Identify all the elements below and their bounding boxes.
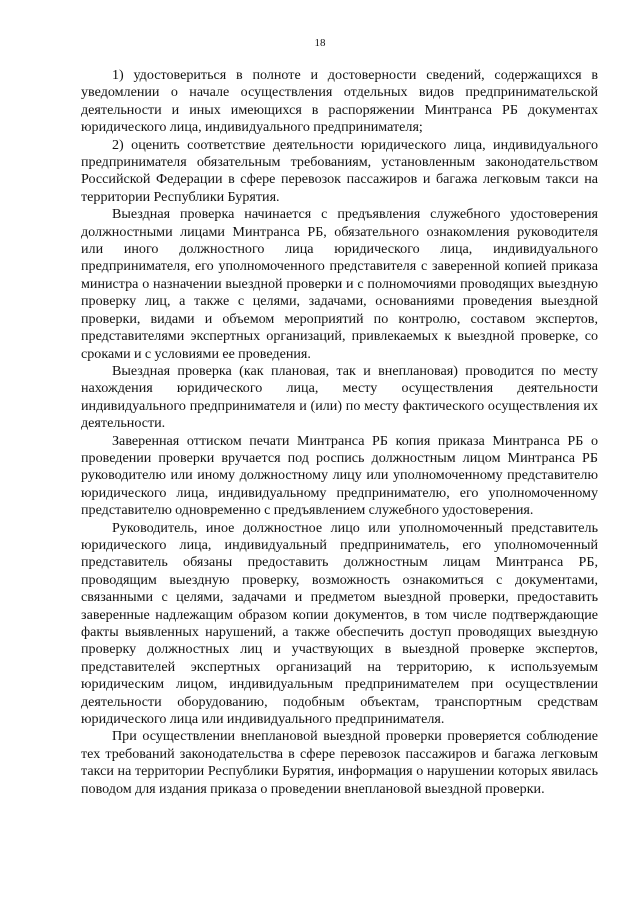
paragraph-inspection-location: Выездная проверка (как плановая, так и внеплановая) проводится по месту нахождения юридического лица, месту осуществления деятельности индивидуального предпринимателя и (или) по месту фактического осуществления их деятельности. [81,362,598,432]
document-body [81,67,598,798]
paragraph-order-copy-delivery: Заверенная оттиском печати Минтранса РБ копия приказа Минтранса РБ о проведении проверки вручается под роспись должностным лицом Минтранса РБ руководителю или иному должностному лицу или уполномоченному представителю юридического лица, индивидуальному предпринимателю, его уполномоченному представителю одновременно с предъявлением служебного удостоверения. [81,432,598,519]
paragraph-item-1: 1) удостовериться в полноте и достоверности сведений, содержащихся в уведомлении о начале осуществления отдельных видов предпринимательской деятельности и иных имеющихся в распоряжении Минтранса РБ документах юридического лица, индивидуального предпринимателя; [81,67,598,136]
paragraph-item-2: 2) оценить соответствие деятельности юридического лица, индивидуального предпринимателя обязательным требованиям, установленным законодательством Российской Федерации в сфере перевозок пассажиров и багажа легковым такси на территории Республики Бурятия. [81,136,598,205]
paragraph-obligations: Руководитель, иное должностное лицо или уполномоченный представитель юридического лица, индивидуальный предприниматель, его уполномоченный представитель обязаны предоставить должностным лицам Минтранса РБ, проводящим выездную проверку, возможность ознакомиться с документами, связанными с целями, задачами и предметом выездной проверки, предоставить заверенные надлежащим образом копии документов, в том числе подтверждающие факты выявленных нарушений, а также обеспечить доступ проводящих выездную проверку должностных лиц и участвующих в выездной проверке экспертов, представителей экспертных организаций на территорию, к используемым юридическим лицом, индивидуальным предпринимателем при осуществлении деятельности оборудованию, подобным объектам, транспортным средствам юридического лица или индивидуального предпринимателя. [81,519,598,728]
paragraph-onsite-inspection-start: Выездная проверка начинается с предъявления служебного удостоверения должностными лицами Минтранса РБ, обязательного ознакомления руководителя или иного должностного лица юридического лица, индивидуального предпринимателя, его уполномоченного представителя с заверенной копией приказа министра о назначении выездной проверки и с полномочиями проводящих выездную проверку лиц, а также с целями, задачами, основаниями проведения выездной проверки, видами и объемом мероприятий по контролю, составом экспертов, представителями экспертных организаций, привлекаемых к выездной проверке, со сроками и с условиями ее проведения. [81,206,598,362]
paragraph-unscheduled-inspection: При осуществлении внеплановой выездной проверки проверяется соблюдение тех требований законодательства в сфере перевозок пассажиров и багажа легковым такси на территории Республики Бурятия, информация о нарушении которых явилась поводом для издания приказа о проведении внеплановой выездной проверки. [81,728,598,797]
page-number: 18 [314,37,326,49]
